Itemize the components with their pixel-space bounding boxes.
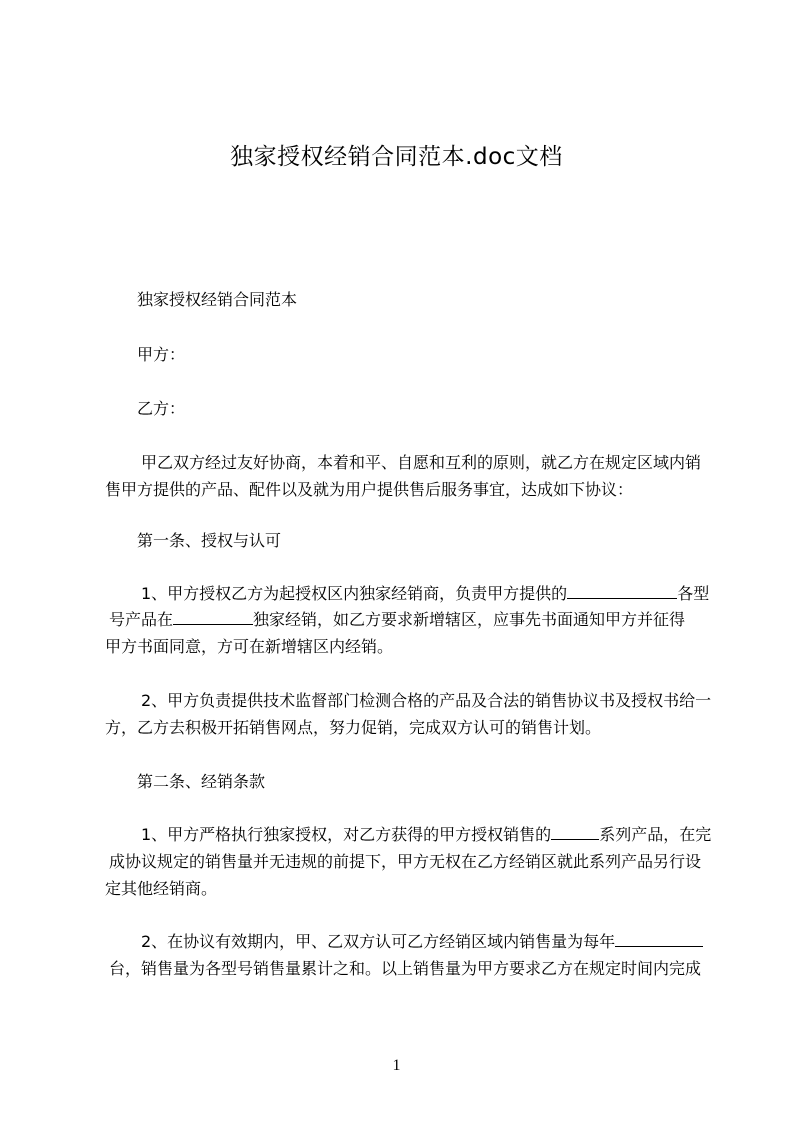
text-segment: 1、甲方严格执行独家授权，对乙方获得的甲方授权销售的	[141, 825, 552, 844]
article-2-title: 第二条、经销条款	[137, 772, 266, 791]
article-2-clause-1-line-1	[141, 825, 711, 845]
blank-field	[615, 932, 703, 947]
page-number: 1	[392, 1057, 401, 1074]
article-2-clause-2-line-1	[141, 932, 703, 952]
article-2-clause-1-line-2: 成协议规定的销售量并无违规的前提下，甲方无权在乙方经销区就此系列产品另行设	[109, 852, 702, 871]
text-segment: 系列产品，在完	[599, 825, 712, 844]
party-a-label: 甲方：	[137, 345, 186, 364]
preamble-line-1: 甲乙双方经过友好协商，本着和平、自愿和互利的原则，就乙方在规定区域内销	[141, 453, 702, 472]
article-1-clause-1-line-3: 甲方书面同意，方可在新增辖区内经销。	[105, 637, 394, 656]
document-title: 独家授权经销合同范本.doc文档	[230, 144, 563, 170]
article-1-clause-2-line-1: 2、甲方负责提供技术监督部门检测合格的产品及合法的销售协议书及授权书给一	[141, 691, 712, 710]
article-2-clause-2-line-2: 台，销售量为各型号销售量累计之和。以上销售量为甲方要求乙方在规定时间内完成	[109, 959, 702, 978]
contract-heading: 独家授权经销合同范本	[137, 290, 298, 309]
article-1-clause-1-line-1	[141, 584, 709, 604]
text-segment: 各型	[677, 584, 710, 603]
article-1-title: 第一条、授权与认可	[137, 531, 282, 550]
article-1-clause-2-line-2: 方，乙方去积极开拓销售网点，努力促销，完成双方认可的销售计划。	[105, 718, 602, 737]
blank-field	[173, 610, 253, 625]
article-2-clause-1-line-3: 定其他经销商。	[105, 879, 218, 898]
text-segment: 号产品在	[109, 610, 174, 629]
text-segment: 独家经销，如乙方要求新增辖区，应事先书面通知甲方并征得	[253, 610, 686, 629]
text-segment: 1、甲方授权乙方为起授权区内独家经销商，负责甲方提供的	[141, 584, 568, 603]
text-segment: 2、在协议有效期内，甲、乙双方认可乙方经销区域内销售量为每年	[141, 932, 616, 951]
blank-field	[551, 825, 599, 840]
party-b-label: 乙方：	[137, 399, 186, 418]
blank-field	[567, 584, 677, 599]
article-1-clause-1-line-2	[109, 610, 685, 630]
preamble-line-2: 售甲方提供的产品、配件以及就为用户提供售后服务事宜，达成如下协议：	[105, 480, 634, 499]
